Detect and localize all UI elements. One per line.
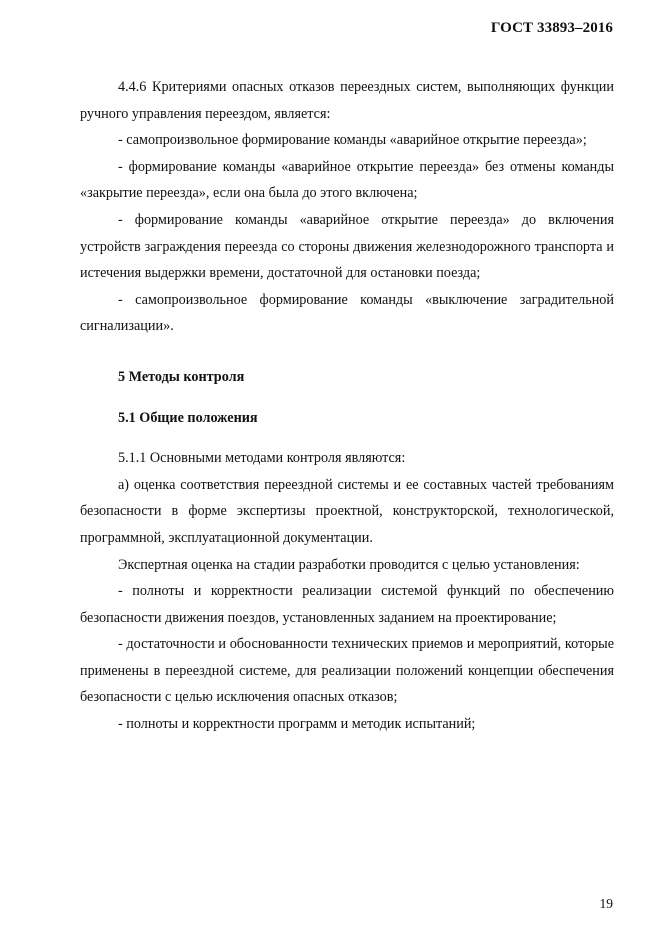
subsection-heading: 5.1 Общие положения [118, 409, 258, 426]
list-item: - полноты и корректности реализации системой функций по обеспечению безопасности движения поездов, установленных заданием на проектирование; [80, 583, 614, 626]
paragraph: Экспертная оценка на стадии разработки проводится с целью установления: [118, 556, 580, 573]
list-item: - формирование команды «аварийное открытие переезда» до включения устройств заграждения переезда со стороны движения железнодорожного транспорта и истечения выдержки времени, достаточной для остановки поезда; [80, 211, 614, 282]
list-item: - полноты и корректности программ и методик испытаний; [118, 716, 476, 733]
document-body [80, 74, 614, 738]
standard-header: ГОСТ 33893–2016 [490, 20, 613, 36]
list-item: - самопроизвольное формирование команды «аварийное открытие переезда»; [118, 132, 587, 149]
paragraph: а) оценка соответствия переездной системы и ее составных частей требованиям безопасности в форме экспертизы проектной, конструкторской, технологической, программной, эксплуатационной документации. [80, 476, 614, 546]
paragraph: 5.1.1 Основными методами контроля являются: [118, 450, 406, 467]
list-item: - самопроизвольное формирование команды «выключение заградительной сигнализации». [80, 291, 614, 335]
list-item: - формирование команды «аварийное открытие переезда» без отмены команды «закрытие переезда», если она была до этого включена; [80, 158, 614, 202]
list-item: - достаточности и обоснованности технических приемов и мероприятий, которые применены в переездной системе, для реализации положений концепции обеспечения безопасности с целью исключения опасных отказов; [80, 636, 614, 706]
page-number: 19 [599, 896, 613, 911]
section-heading: 5 Методы контроля [118, 368, 245, 385]
paragraph: 4.4.6 Критериями опасных отказов переездных систем, выполняющих функции ручного управления переездом, является: [80, 79, 614, 122]
